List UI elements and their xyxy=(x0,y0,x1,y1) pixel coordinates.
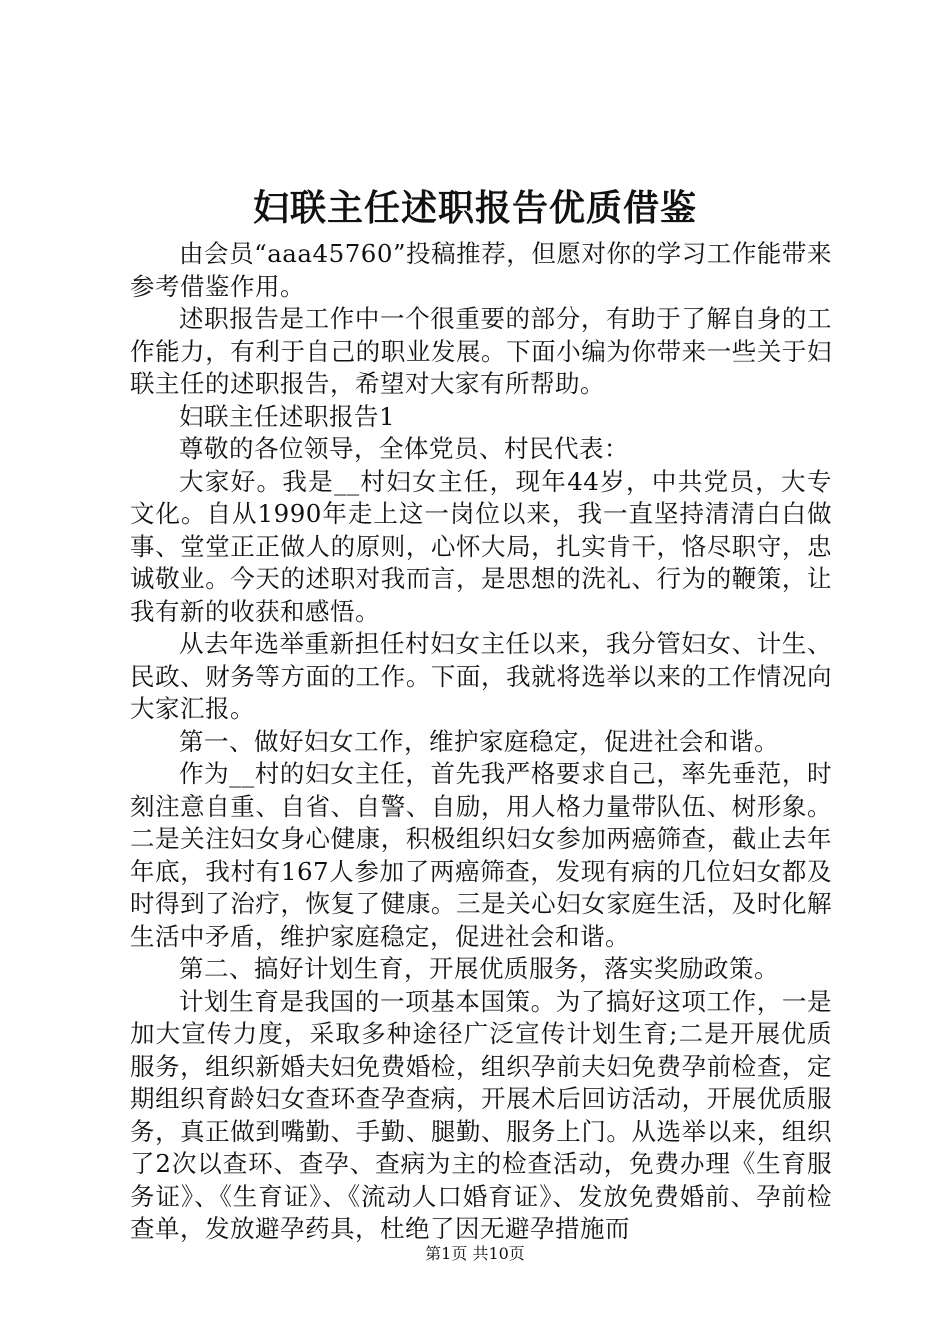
subheading: 第二、搞好计划生育，开展优质服务，落实奖励政策。 xyxy=(179,954,779,983)
paragraph: 大家好。我是__村妇女主任，现年44岁，中共党员，大专文化。自从1990年走上这一岗位以来，我一直坚持清清白白做事、堂堂正正做人的原则，心怀大局，扎实肯干，恪尽职守，忠诚敬业。今天的述职对我而言，是思想的洗礼、行为的鞭策，让我有新的收获和感悟。 xyxy=(130,466,832,626)
paragraph: 计划生育是我国的一项基本国策。为了搞好这项工作，一是加大宣传力度，采取多种途径广泛宣传计划生育;二是开展优质服务，组织新婚夫妇免费婚检，组织孕前夫妇免费孕前检查，定期组织育龄妇女查环查孕查病，开展术后回访活动，开展优质服务，真正做到嘴勤、手勤、腿勤、服务上门。从选举以来，组织了2次以查环、查孕、查病为主的检查活动，免费办理《生育服务证》、《生育证》、《流动人口婚育证》、发放免费婚前、孕前检查单，发放避孕药具，杜绝了因无避孕措施而 xyxy=(130,986,832,1243)
salutation: 尊敬的各位领导，全体党员、村民代表： xyxy=(179,434,629,463)
document-title: 妇联主任述职报告优质借鉴 xyxy=(252,187,697,229)
paragraph-intro: 由会员“aaa45760”投稿推荐，但愿对你的学习工作能带来参考借鉴作用。 xyxy=(130,239,832,301)
paragraph: 作为__村的妇女主任，首先我严格要求自己，率先垂范，时刻注意自重、自省、自警、自励，用人格力量带队伍、树形象。二是关注妇女身心健康，积极组织妇女参加两癌筛查，截止去年年底，我村有167人参加了两癌筛查，发现有病的几位妇女都及时得到了治疗，恢复了健康。三是关心妇女家庭生活，及时化解生活中矛盾，维护家庭稳定，促进社会和谐。 xyxy=(130,759,832,951)
paragraph: 从去年选举重新担任村妇女主任以来，我分管妇女、计生、民政、财务等方面的工作。下面，我就将选举以来的工作情况向大家汇报。 xyxy=(130,629,832,723)
page-footer: 第1页 共10页 xyxy=(425,1244,525,1263)
document-body xyxy=(130,238,832,1246)
paragraph-overview: 述职报告是工作中一个很重要的部分，有助于了解自身的工作能力，有利于自己的职业发展。下面小编为你带来一些关于妇联主任的述职报告，希望对大家有所帮助。 xyxy=(130,304,832,398)
section-heading: 妇联主任述职报告1 xyxy=(179,401,396,431)
subheading: 第一、做好妇女工作，维护家庭稳定，促进社会和谐。 xyxy=(179,726,779,756)
